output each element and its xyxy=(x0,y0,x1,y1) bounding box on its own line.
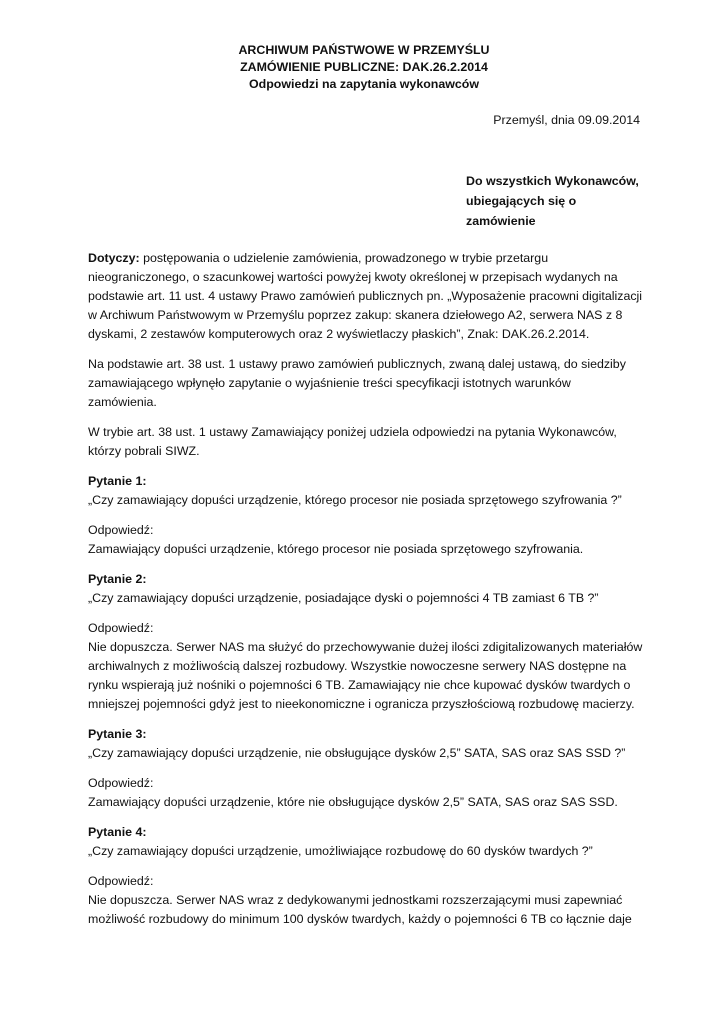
response-intro-paragraph xyxy=(88,423,640,461)
answer-block xyxy=(88,619,643,714)
answer-line: Nie dopuszcza. Serwer NAS wraz z dedykowanymi jednostkami rozszerzającymi musi zapewniać xyxy=(88,893,623,907)
question-title: Pytanie 1: xyxy=(88,474,147,488)
dotyczy-line: nieograniczonego, o szacunkowej wartości powyżej kwoty określonej w przepisach wydanych na xyxy=(88,270,618,284)
question-block xyxy=(88,725,640,763)
answer-line: Zamawiający dopuści urządzenie, które nie obsługujące dysków 2,5” SATA, SAS oraz SAS SSD. xyxy=(88,795,618,809)
document-body xyxy=(88,249,643,940)
dotyczy-text: postępowania o udzielenie zamówienia, prowadzonego w trybie przetargu xyxy=(139,251,549,265)
question-text: „Czy zamawiający dopuści urządzenie, posiadające dyski o pojemności 4 TB zamiast 6 TB ?” xyxy=(88,591,599,605)
question-title: Pytanie 4: xyxy=(88,825,147,839)
question-text: „Czy zamawiający dopuści urządzenie, nie obsługujące dysków 2,5” SATA, SAS oraz SAS SSD ?” xyxy=(88,746,626,760)
dotyczy-line: w Archiwum Państwowym w Przemyślu poprzez zakup: skanera dziełowego A2, serwera NAS z 8 xyxy=(88,308,623,322)
answer-line: rynku wspierają już nośniki o pojemności 6 TB. Zamawiający nie chce kupować dysków twardych o xyxy=(88,678,631,692)
answer-line: Zamawiający dopuści urządzenie, którego procesor nie posiada sprzętowego szyfrowania. xyxy=(88,542,584,556)
dotyczy-line: dyskami, 2 zestawów komputerowych oraz 2 wyświetlaczy płaskich”, Znak: DAK.26.2.2014. xyxy=(88,327,590,341)
question-title: Pytanie 3: xyxy=(88,727,147,741)
question-title: Pytanie 2: xyxy=(88,572,147,586)
dotyczy-label: Dotyczy: xyxy=(88,251,140,265)
answer-block xyxy=(88,774,640,812)
answer-block xyxy=(88,521,640,559)
paragraph-line: zamówienia. xyxy=(88,395,157,409)
dotyczy-line xyxy=(88,249,640,268)
paragraph-line: Na podstawie art. 38 ust. 1 ustawy prawo zamówień publicznych, zwaną dalej ustawą, do siedziby xyxy=(88,357,626,371)
paragraph-line: którzy pobrali SIWZ. xyxy=(88,444,200,458)
answer-line: Nie dopuszcza. Serwer NAS ma służyć do przechowywanie dużej ilości zdigitalizowanych materiałów xyxy=(88,640,643,654)
dotyczy-line: podstawie art. 11 ust. 4 ustawy Prawo zamówień publicznych pn. „Wyposażenie pracowni digitalizacji xyxy=(88,289,643,303)
paragraph-line: W trybie art. 38 ust. 1 ustawy Zamawiający poniżej udziela odpowiedzi na pytania Wykonawców, xyxy=(88,425,617,439)
question-block xyxy=(88,472,640,510)
question-text: „Czy zamawiający dopuści urządzenie, którego procesor nie posiada sprzętowego szyfrowania ?” xyxy=(88,493,622,507)
header-institution: ARCHIWUM PAŃSTWOWE W PRZEMYŚLU xyxy=(238,43,490,57)
legal-basis-paragraph xyxy=(88,355,640,412)
document-header xyxy=(88,42,640,93)
place-date: Przemyśl, dnia 09.09.2014 xyxy=(493,113,640,127)
addressee xyxy=(466,171,640,231)
answer-label: Odpowiedź: xyxy=(88,874,154,888)
answer-line: archiwalnych z możliwością dalszej rozbudowy. Wszystkie nowoczesne serwery NAS dostępne na xyxy=(88,659,627,673)
dotyczy-paragraph xyxy=(88,249,643,344)
header-procurement: ZAMÓWIENIE PUBLICZNE: DAK.26.2.2014 xyxy=(240,60,488,74)
question-block xyxy=(88,823,640,861)
header-subject: Odpowiedzi na zapytania wykonawców xyxy=(249,77,479,91)
answer-label: Odpowiedź: xyxy=(88,523,154,537)
addressee-line-2: ubiegających się o zamówienie xyxy=(466,194,577,228)
answer-line: możliwość rozbudowy do minimum 100 dysków twardych, każdy o pojemności 6 TB co łącznie daje xyxy=(88,912,632,926)
answer-block xyxy=(88,872,640,929)
question-block xyxy=(88,570,640,608)
answer-label: Odpowiedź: xyxy=(88,776,154,790)
answer-label: Odpowiedź: xyxy=(88,621,154,635)
paragraph-line: zamawiającego wpłynęło zapytanie o wyjaśnienie treści specyfikacji istotnych warunków xyxy=(88,376,571,390)
question-text: „Czy zamawiający dopuści urządzenie, umożliwiające rozbudowę do 60 dysków twardych ?” xyxy=(88,844,593,858)
answer-line: mniejszej pojemności gdyż jest to nieekonomiczne i ogranicza przyszłościową rozbudowę macierzy. xyxy=(88,697,635,711)
addressee-line-1: Do wszystkich Wykonawców, xyxy=(466,174,639,188)
